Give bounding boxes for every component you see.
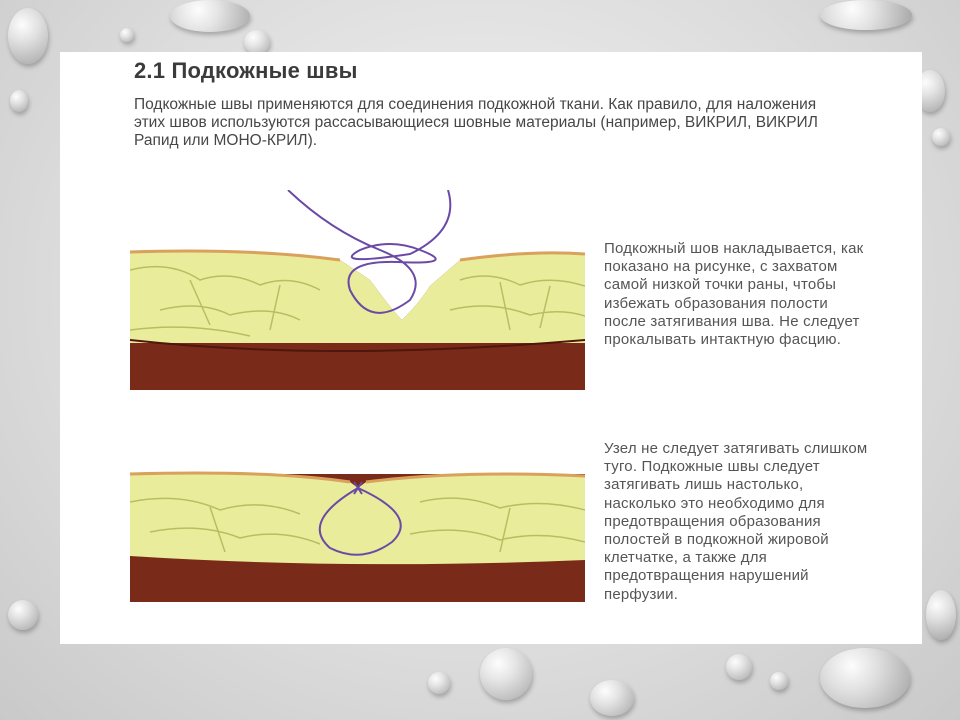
water-drop-decoration [726, 654, 752, 680]
water-drop-decoration [926, 590, 956, 640]
water-drop-decoration [428, 672, 450, 694]
suture-placement-illustration [130, 190, 585, 390]
water-drop-decoration [932, 128, 950, 146]
water-drop-decoration [244, 30, 270, 54]
slide-title: 2.1 Подкожные швы [134, 58, 358, 83]
water-drop-decoration [480, 648, 532, 700]
water-drop-decoration [820, 0, 912, 30]
intro-paragraph: Подкожные швы применяются для соединения подкожной ткани. Как правило, для наложения этих швов используются рассасывающиеся шовные материалы (например, ВИКРИЛ, ВИКРИЛ Рапид или МОНО-КРИЛ). [134, 96, 818, 149]
water-drop-decoration [8, 600, 38, 630]
water-drop-decoration [120, 28, 134, 42]
slide-content [60, 52, 922, 644]
suture-placement-note: Подкожный шов накладывается, как показано на рисунке, с захватом самой низкой точки раны, чтобы избежать образования полости после затягивания шва. Не следует прокалывать интактную фасцию. [604, 240, 864, 349]
water-drop-decoration [170, 0, 250, 32]
tied-knot-illustration [130, 452, 585, 602]
water-drop-decoration [590, 680, 634, 716]
water-drop-decoration [10, 90, 28, 112]
water-drop-decoration [820, 648, 910, 708]
knot-tension-note: Узел не следует затягивать слишком туго. Подкожные швы следует затягивать лишь настолько, насколько это необходимо для предотвращения образования полостей в подкожной жировой клетчатке, а также для предотвращения нарушений перфузии. [604, 440, 868, 603]
water-drop-decoration [770, 672, 788, 690]
water-drop-decoration [8, 8, 48, 64]
